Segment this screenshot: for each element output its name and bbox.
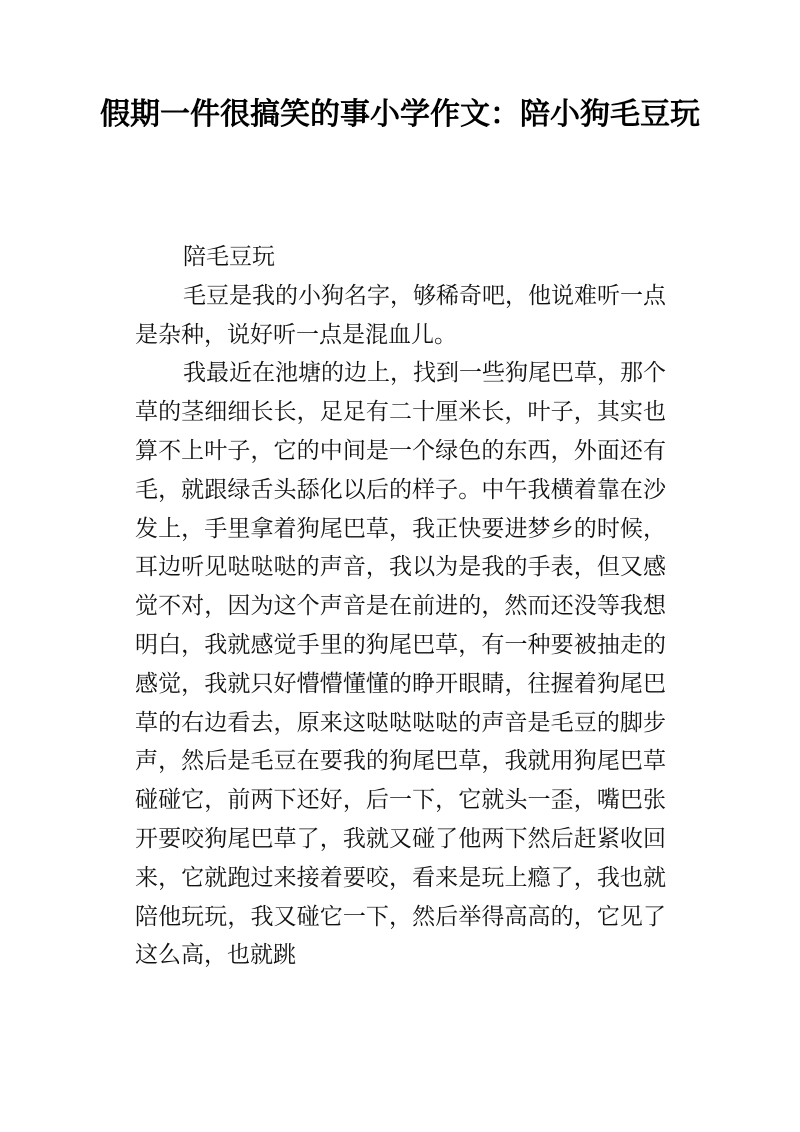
paragraph: 毛豆是我的小狗名字，够稀奇吧，他说难听一点是杂种，说好听一点是混血儿。: [135, 282, 666, 348]
document-title: 假期一件很搞笑的事小学作文：陪小狗毛豆玩: [100, 97, 700, 132]
document-body: [135, 238, 666, 975]
paragraph-subtitle: 陪毛豆玩: [183, 244, 275, 270]
paragraph: 我最近在池塘的边上，找到一些狗尾巴草，那个草的茎细细长长，足足有二十厘米长，叶子，其实也算不上叶子，它的中间是一个绿色的东西，外面还有毛，就跟绿舌头舔化以后的样子。中午我横着靠在沙发上，手里拿着狗尾巴草，我正快要进梦乡的时候，耳边听见哒哒哒的声音，我以为是我的手表，但又感觉不对，因为这个声音是在前进的，然而还没等我想明白，我就感觉手里的狗尾巴草，有一种要被抽走的感觉，我就只好懵懵懂懂的睁开眼睛，往握着狗尾巴草的右边看去，原来这哒哒哒哒的声音是毛豆的脚步声，然后是毛豆在要我的狗尾巴草，我就用狗尾巴草碰碰它，前两下还好，后一下，它就头一歪，嘴巴张开要咬狗尾巴草了，我就又碰了他两下然后赶紧收回来，它就跑过来接着要咬，看来是玩上瘾了，我也就陪他玩玩，我又碰它一下，然后举得高高的，它见了这么高，也就跳: [135, 360, 666, 969]
